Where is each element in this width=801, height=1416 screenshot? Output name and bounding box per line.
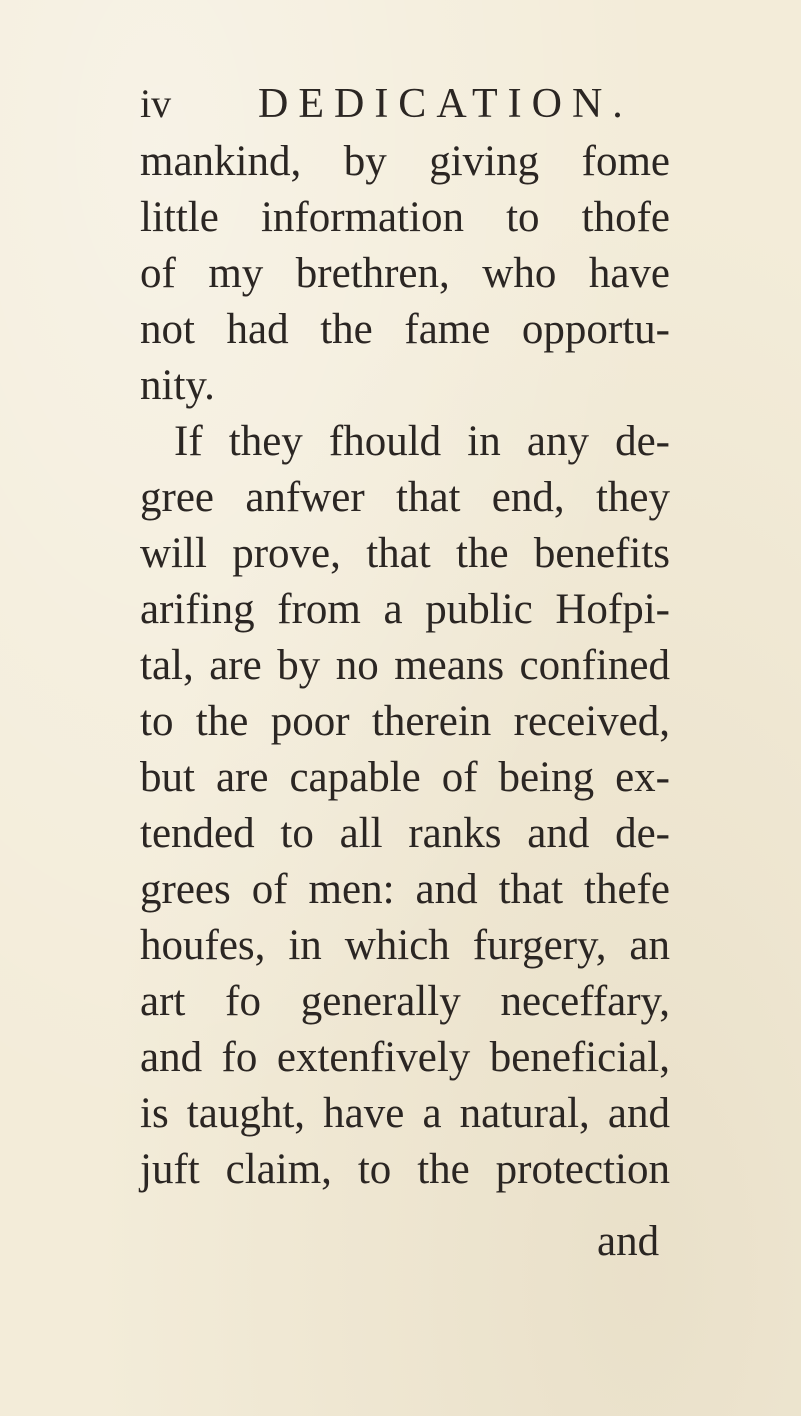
text-line: not had the fame opportu- bbox=[140, 306, 670, 353]
text-line: nity. bbox=[140, 362, 215, 409]
text-line: arifing from a public Hofpi- bbox=[140, 586, 670, 633]
text-line: houfes, in which furgery, an bbox=[140, 922, 670, 969]
text-line: to the poor therein received, bbox=[140, 698, 670, 745]
page-number: iv bbox=[140, 81, 172, 126]
text-line: little information to thofe bbox=[140, 194, 670, 241]
catchword: and bbox=[597, 1218, 660, 1265]
paragraph-start-line: If they fhould in any de- bbox=[174, 418, 670, 465]
text-line: juft claim, to the protection bbox=[140, 1146, 670, 1193]
text-line: grees of men: and that thefe bbox=[140, 866, 670, 913]
body-text bbox=[140, 134, 670, 1198]
text-line: and fo extenfively beneficial, bbox=[140, 1034, 670, 1081]
text-line: mankind, by giving fome bbox=[140, 138, 670, 185]
text-line: is taught, have a natural, and bbox=[140, 1090, 670, 1137]
text-line: tended to all ranks and de- bbox=[140, 810, 670, 857]
text-line: of my brethren, who have bbox=[140, 250, 670, 297]
text-line: will prove, that the benefits bbox=[140, 530, 670, 577]
text-line: but are capable of being ex- bbox=[140, 754, 670, 801]
text-line: art fo generally neceffary, bbox=[140, 978, 670, 1025]
running-head: DEDICATION. bbox=[258, 81, 633, 127]
text-line: gree anfwer that end, they bbox=[140, 474, 670, 521]
text-line: tal, are by no means confined bbox=[140, 642, 670, 689]
page-header bbox=[140, 74, 660, 134]
